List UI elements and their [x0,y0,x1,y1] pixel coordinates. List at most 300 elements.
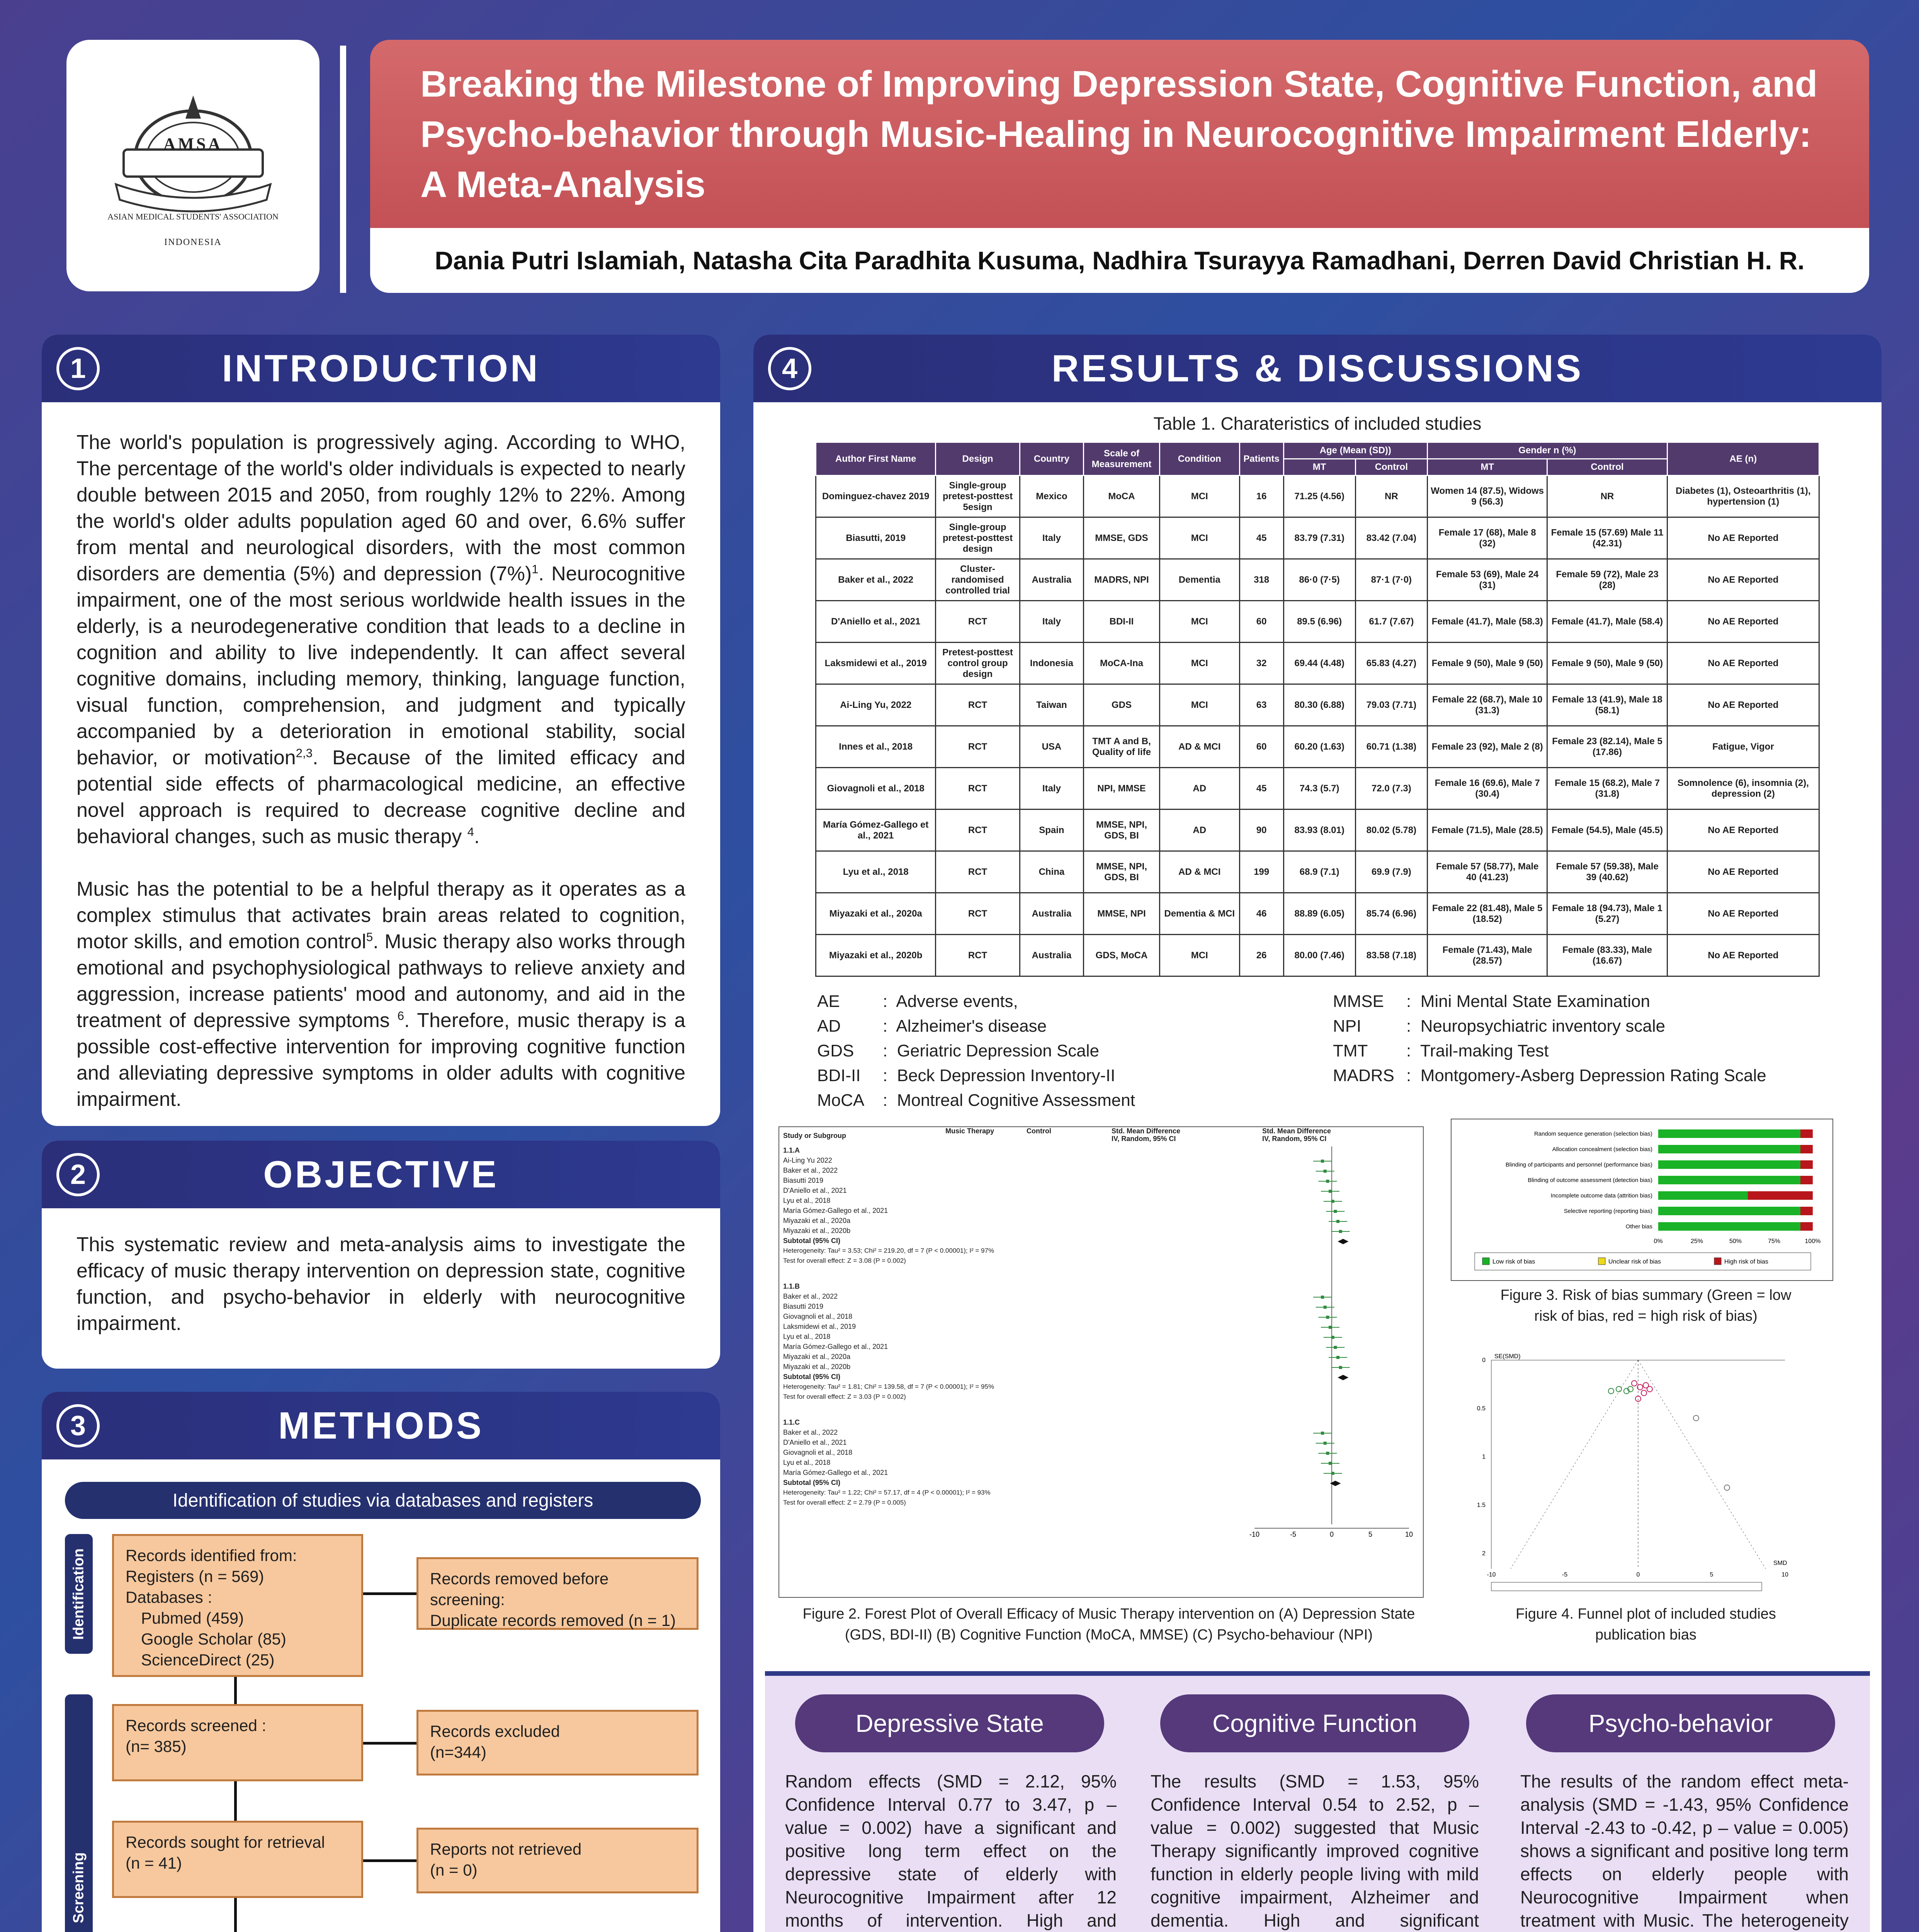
funnel-x-tick: 5 [1710,1571,1713,1578]
table-cell: Ai-Ling Yu, 2022 [816,684,936,726]
box-line: ScienceDirect (25) [141,1651,275,1669]
forest-heterogeneity: Heterogeneity: Tau² = 3.53; Chi² = 219.20, df = 7 (P < 0.00001); I² = 97% [783,1247,994,1254]
rob-high-bar [1800,1129,1813,1138]
table-cell: AD [1159,810,1239,851]
abbr-row: NPI : Neuropsychiatric inventory scale [1333,1014,1766,1039]
box-title: Records removed before screening: [430,1570,609,1609]
forest-tick-label: 5 [1368,1531,1373,1538]
rob-high-bar [1800,1222,1813,1231]
rob-low-bar [1658,1207,1800,1215]
table-cell: MMSE, NPI, GDS, BI [1084,810,1160,851]
abbr-row: GDS : Geriatric Depression Scale [817,1039,1135,1063]
forest-heterogeneity: Test for overall effect: Z = 2.79 (P = 0.005) [783,1499,906,1506]
col-age-mt: MT [1283,459,1355,476]
abbr-term: MMSE [1333,992,1384,1011]
abbr-term: BDI-II [817,1066,861,1085]
forest-col-mt: Music Therapy [945,1127,994,1135]
table-cell: Indonesia [1020,643,1084,684]
table-cell: 80.30 (6.88) [1283,684,1355,726]
table-cell: Female 22 (81.48), Male 5 (18.52) [1427,893,1547,935]
rob-item-label: Other bias [1625,1223,1652,1230]
table-cell: 88.89 (6.05) [1283,893,1355,935]
figure-3-caption: Figure 3. Risk of bias summary (Green = low risk of bias, red = high risk of bias) [1500,1287,1792,1324]
table-cell: 45 [1239,768,1283,810]
abbr-def: Mini Mental State Examination [1420,992,1650,1011]
abbr-def: Adverse events, [896,992,1018,1011]
forest-tick-label: -5 [1290,1531,1297,1538]
table-cell: RCT [936,601,1020,643]
forest-point [1321,1432,1324,1435]
table-cell: Taiwan [1020,684,1084,726]
table-cell: 26 [1239,935,1283,976]
table-cell: BDI-II [1084,601,1160,643]
table-cell: Miyazaki et al., 2020a [816,893,936,935]
table-cell: No AE Reported [1667,684,1819,726]
flow-arrow [363,1742,416,1745]
col-patients: Patients [1239,442,1283,476]
col-ae: AE (n) [1667,442,1819,476]
figure-2-caption: Figure 2. Forest Plot of Overall Efficacy of Music Therapy intervention on (A) Depression State (GDS, BDI-II) (B) Cognitive Function (MoCA, MMSE) (C) Psycho-behaviour (NPI) [802,1606,1415,1643]
abbr-term: GDS [817,1041,854,1060]
table-1-caption: Table 1. Charateristics of included studies [1153,413,1482,434]
forest-study-row: Miyazaki et al., 2020b [783,1363,851,1371]
section-number: 1 [56,347,100,390]
table-cell: MCI [1159,601,1239,643]
box-line: (n= 385) [126,1737,187,1755]
table-cell: Female 13 (41.9), Male 18 (58.1) [1547,684,1667,726]
forest-point [1321,1296,1324,1299]
table-cell: RCT [936,810,1020,851]
table-cell: MMSE, NPI, GDS, BI [1084,851,1160,893]
forest-study-row: Giovagnoli et al., 2018 [783,1313,853,1320]
rob-high-bar [1748,1191,1813,1200]
table-cell: Australia [1020,893,1084,935]
forest-col-smd: Std. Mean Difference [1112,1127,1181,1135]
table-cell: Spain [1020,810,1084,851]
table-cell: MCI [1159,643,1239,684]
rob-legend-label: Unclear risk of bias [1608,1259,1661,1265]
table-cell: No AE Reported [1667,601,1819,643]
table-cell: Female 23 (82.14), Male 5 (17.86) [1547,726,1667,768]
table-cell: 68.9 (7.1) [1283,851,1355,893]
table-cell: 199 [1239,851,1283,893]
table-cell: 16 [1239,476,1283,517]
intro-text: . Because of the limited efficacy and potential side effects of pharmacological medicine, an effective novel approach is required to decrease cognitive decline and behavioral changes, such as music therapy [76,747,685,848]
funnel-point [1641,1390,1647,1396]
table-cell: Dominguez-chavez 2019 [816,476,936,517]
table-row [816,601,1819,643]
forest-point [1324,1170,1327,1173]
rob-tick: 0% [1654,1238,1663,1245]
forest-study-row: Subtotal (95% CI) [783,1237,841,1245]
forest-graph [1243,1146,1421,1598]
table-cell: Somnolence (6), insomnia (2), depression (2) [1667,768,1819,810]
col-author: Author First Name [816,442,936,476]
table-row [816,559,1819,601]
depressive-state-pill: Depressive State [795,1694,1104,1752]
table-cell: 80.02 (5.78) [1355,810,1427,851]
table-cell: Mexico [1020,476,1084,517]
rob-item-label: Allocation concealment (selection bias) [1552,1146,1652,1153]
table-cell: Female 16 (69.6), Male 7 (30.4) [1427,768,1547,810]
abbr-term: MoCA [817,1091,865,1110]
table-cell: Pretest-posttest control group design [936,643,1020,684]
forest-study-row: Miyazaki et al., 2020b [783,1227,851,1235]
col-gender-mt: MT [1427,459,1547,476]
col-scale: Scale of Measurement [1084,442,1160,476]
table-cell: RCT [936,684,1020,726]
col-country: Country [1020,442,1084,476]
table-cell: GDS, MoCA [1084,935,1160,976]
stage-screening [65,1694,93,1932]
table-row [816,684,1819,726]
intro-text: . Therefore, music therapy is a possible cost-effective intervention for improving cognitive function and alleviating depressive symptoms in older adults with cognitive impairment. [76,1009,685,1111]
funnel-point [1647,1386,1652,1392]
poster-title: Breaking the Milestone of Improving Depression State, Cognitive Function, and Psycho-behavior through Music-Healing in Neurocognitive Impairment Elderly: A Meta-Analysis [420,63,1818,205]
funnel-x-tick: 0 [1636,1571,1640,1578]
table-cell: Australia [1020,559,1084,601]
funnel-y-tick: 1 [1482,1454,1486,1460]
col-gender: Gender n (%) [1427,442,1667,459]
forest-point [1321,1160,1324,1163]
rob-legend-swatch [1482,1258,1489,1265]
logo-acronym: AMSA [163,134,223,153]
table-cell: Italy [1020,517,1084,559]
intro-text: . [474,825,480,848]
table-cell: No AE Reported [1667,810,1819,851]
forest-point [1339,1230,1342,1233]
table-cell: Female (41.7), Male (58.3) [1427,601,1547,643]
forest-study-row: María Gómez-Gallego et al., 2021 [783,1207,888,1214]
intro-text: . Music therapy also works through emotional and psychophysiological pathways to relieve anxiety and aggression, increase patients' mood and autonomy, and aid in the treatment of depressive symptoms [76,930,685,1032]
flow-arrow [363,1859,416,1862]
table-cell: MMSE, NPI [1084,893,1160,935]
table-cell: D'Aniello et al., 2021 [816,601,936,643]
rob-item-label: Blinding of outcome assessment (detection bias) [1528,1177,1652,1184]
forest-tick-label: 10 [1405,1531,1413,1538]
forest-point [1331,1200,1334,1203]
rob-tick: 75% [1768,1238,1781,1245]
table-cell: MCI [1159,684,1239,726]
table-cell: USA [1020,726,1084,768]
header-divider [340,46,346,293]
col-age-control: Control [1355,459,1427,476]
results-divider [765,1671,1870,1676]
table-cell: Single-group pretest-posttest design [936,517,1020,559]
table-cell: MCI [1159,476,1239,517]
forest-point [1324,1306,1327,1309]
funnel-x-tick: -5 [1562,1571,1568,1578]
table-cell: 83.42 (7.04) [1355,517,1427,559]
rob-low-bar [1658,1160,1800,1169]
forest-tick-label: 0 [1329,1531,1334,1538]
box-line: (n = 0) [430,1861,478,1879]
rob-legend-swatch [1598,1258,1605,1265]
intro-text: Music has the potential to be a helpful therapy as it operates as a complex stimulus that activates brain areas related to cognition, motor skills, and emotion control [76,878,685,953]
forest-study-row: D'Aniello et al., 2021 [783,1187,847,1194]
abbreviations-right [1333,989,1766,1088]
funnel-x-tick: 10 [1781,1571,1788,1578]
forest-study-row: Miyazaki et al., 2020a [783,1217,851,1225]
psycho-behavior-pill: Psycho-behavior [1526,1694,1835,1752]
abbr-def: Montreal Cognitive Assessment [897,1091,1135,1110]
introduction-heading: INTRODUCTION [222,347,540,389]
abbr-row: MMSE : Mini Mental State Examination [1333,989,1766,1014]
table-cell: MCI [1159,935,1239,976]
section-number: 3 [56,1404,100,1447]
table-row [816,893,1819,935]
rob-tick: 25% [1690,1238,1703,1245]
table-cell: MCI [1159,517,1239,559]
table-cell: China [1020,851,1084,893]
forest-study-row: Baker et al., 2022 [783,1429,838,1436]
records-sought-box [112,1821,363,1898]
table-cell: Female (71.43), Male (28.57) [1427,935,1547,976]
authors: Dania Putri Islamiah, Natasha Cita Paradhita Kusuma, Nadhira Tsurayya Ramadhani, Derren David Christian H. R. [370,228,1869,293]
results-header [753,335,1882,402]
table-row [816,810,1819,851]
box-line: Google Scholar (85) [141,1630,286,1648]
table-cell: Diabetes (1), Osteoarthritis (1), hypertension (1) [1667,476,1819,517]
table-cell: 63 [1239,684,1283,726]
table-cell: 60.71 (1.38) [1355,726,1427,768]
table-cell: AD [1159,768,1239,810]
forest-point [1329,1462,1332,1465]
col-condition: Condition [1159,442,1239,476]
abbr-term: AE [817,992,840,1011]
table-cell: 72.0 (7.3) [1355,768,1427,810]
forest-subgroup-label: 1.1.C [783,1418,800,1426]
forest-plot [778,1126,1424,1598]
citation: 4 [467,825,474,839]
funnel-y-tick: 0.5 [1477,1405,1486,1412]
funnel-point [1632,1381,1637,1386]
table-cell: GDS [1084,684,1160,726]
table-cell: 69.44 (4.48) [1283,643,1355,684]
table-cell: 83.79 (7.31) [1283,517,1355,559]
forest-study-row: Biasutti 2019 [783,1177,824,1184]
table-cell: Cluster-randomised controlled trial [936,559,1020,601]
rob-item-label: Selective reporting (reporting bias) [1564,1208,1652,1214]
table-cell: RCT [936,768,1020,810]
table-cell: 74.3 (5.7) [1283,768,1355,810]
introduction-panel [42,335,720,1126]
forest-point [1326,1316,1329,1319]
table-cell: 318 [1239,559,1283,601]
funnel-boundary [1638,1360,1766,1569]
forest-study-row: María Gómez-Gallego et al., 2021 [783,1469,888,1476]
forest-study-row: Lyu et al., 2018 [783,1459,831,1466]
table-cell: RCT [936,851,1020,893]
forest-col-study: Study or Subgroup [783,1132,846,1139]
table-cell: Female 22 (68.7), Male 10 (31.3) [1427,684,1547,726]
rob-legend-label: High risk of bias [1724,1259,1768,1265]
table-cell: Giovagnoli et al., 2018 [816,768,936,810]
table-cell: Dementia & MCI [1159,893,1239,935]
funnel-y-label: SE(SMD) [1494,1353,1521,1360]
table-cell: 69.9 (7.9) [1355,851,1427,893]
rob-tick: 50% [1729,1238,1742,1245]
cognitive-function-text: The results (SMD = 1.53, 95% Confidence Interval 0.54 to 2.52, p – value = 0.002) suggested that Music Therapy significantly improved cognitive function in elderly people living with mild cognitive impairment, Alzheimer and dementia. High and significant [1151,1771,1479,1930]
forest-point [1329,1326,1332,1329]
figure-4-caption: Figure 4. Funnel plot of included studies publication bias [1516,1606,1776,1643]
table-row [816,476,1819,517]
records-screened-box [112,1704,363,1781]
forest-point [1326,1452,1329,1455]
table-cell: 83.93 (8.01) [1283,810,1355,851]
rob-high-bar [1800,1145,1813,1153]
table-cell: RCT [936,893,1020,935]
flow-arrow [234,1781,237,1821]
stage-label: Identification [70,1548,87,1640]
abbr-row: MoCA : Montreal Cognitive Assessment [817,1088,1135,1113]
abbr-row: TMT : Trail-making Test [1333,1039,1766,1063]
table-cell: Female (71.5), Male (28.5) [1427,810,1547,851]
rob-tick: 100% [1805,1238,1821,1245]
forest-study-row: Biasutti 2019 [783,1303,824,1310]
table-cell: MoCA-Ina [1084,643,1160,684]
forest-study-row: Laksmidewi et al., 2019 [783,1323,856,1330]
table-cell: 65.83 (4.27) [1355,643,1427,684]
table-cell: Italy [1020,601,1084,643]
table-cell: Female 9 (50), Male 9 (50) [1547,643,1667,684]
table-cell: 85.74 (6.96) [1355,893,1427,935]
reports-not-retrieved-box [416,1828,699,1893]
risk-of-bias-chart [1451,1119,1833,1281]
records-excluded-box [416,1710,699,1776]
table-cell: AD & MCI [1159,726,1239,768]
flow-arrow [234,1677,237,1704]
table-cell: Female (41.7), Male (58.4) [1547,601,1667,643]
table-cell: RCT [936,726,1020,768]
rob-high-bar [1800,1207,1813,1215]
table-row [816,643,1819,684]
table-cell: RCT [936,935,1020,976]
box-line: Registers (n = 569) [126,1567,264,1585]
table-cell: MMSE, GDS [1084,517,1160,559]
prisma-flow-title: Identification of studies via databases and registers [65,1482,701,1519]
forest-col-ci-graph: IV, Random, 95% CI [1262,1135,1327,1143]
flow-arrow [234,1898,237,1932]
funnel-y-tick: 1.5 [1477,1502,1486,1509]
rob-low-bar [1658,1145,1800,1153]
box-line: Records screened : [126,1716,267,1735]
forest-point [1339,1366,1342,1369]
table-cell: 89.5 (6.96) [1283,601,1355,643]
forest-subgroup-label: 1.1.A [783,1146,800,1154]
table-cell: No AE Reported [1667,643,1819,684]
table-cell: 60 [1239,601,1283,643]
funnel-point [1724,1485,1730,1490]
forest-heterogeneity: Heterogeneity: Tau² = 1.22; Chi² = 57.17, df = 4 (P < 0.00001); I² = 93% [783,1489,991,1496]
table-cell: No AE Reported [1667,851,1819,893]
depressive-state-text: Random effects (SMD = 2.12, 95% Confidence Interval 0.77 to 3.47, p – value = 0.002) have a significant and positive long term effect on the depressive state of elderly with Neurocognitive Impairment after 12 months of intervention. High and [785,1771,1117,1930]
table-cell: Female 23 (92), Male 2 (8) [1427,726,1547,768]
table-body [816,476,1819,976]
table-row [816,768,1819,810]
stage-identification [65,1534,93,1654]
table-cell: Biasutti, 2019 [816,517,936,559]
table-cell: Female 57 (59.38), Male 39 (40.62) [1547,851,1667,893]
table-cell: Women 14 (87.5), Widows 9 (56.3) [1427,476,1547,517]
table-cell: NPI, MMSE [1084,768,1160,810]
table-cell: Lyu et al., 2018 [816,851,936,893]
title-banner [370,40,1869,228]
col-age: Age (Mean (SD)) [1283,442,1427,459]
table-row [816,935,1819,976]
rob-high-bar [1800,1160,1813,1169]
forest-tick-label: -10 [1249,1531,1260,1538]
table-cell: Female 15 (57.69) Male 11 (42.31) [1547,517,1667,559]
table-cell: Dementia [1159,559,1239,601]
table-cell: Laksmidewi et al., 2019 [816,643,936,684]
forest-study-row: Subtotal (95% CI) [783,1479,841,1486]
funnel-x-label: SMD [1773,1560,1787,1566]
table-row [816,726,1819,768]
forest-study-row: Giovagnoli et al., 2018 [783,1449,853,1456]
rob-legend-label: Low risk of bias [1492,1259,1535,1265]
funnel-y-tick: 2 [1482,1550,1486,1557]
table-cell: 80.00 (7.46) [1283,935,1355,976]
abbr-def: Montgomery-Asberg Depression Rating Scale [1420,1066,1766,1085]
table-cell: 46 [1239,893,1283,935]
table-cell: 61.7 (7.67) [1355,601,1427,643]
abbr-def: Beck Depression Inventory-II [897,1066,1115,1085]
results-heading: RESULTS & DISCUSSIONS [1051,347,1584,389]
rob-low-bar [1658,1191,1748,1200]
table-cell: 83.58 (7.18) [1355,935,1427,976]
rob-item-label: Blinding of participants and personnel (performance bias) [1505,1162,1652,1168]
table-cell: Baker et al., 2022 [816,559,936,601]
rob-legend-swatch [1714,1258,1721,1265]
citation: 5 [366,930,373,944]
forest-subgroup-label: 1.1.B [783,1282,800,1290]
intro-paragraph-1 [76,429,685,850]
table-cell: Female 59 (72), Male 23 (28) [1547,559,1667,601]
objective-heading: OBJECTIVE [263,1153,499,1196]
table-cell: 86·0 (7·5) [1283,559,1355,601]
rob-low-bar [1658,1129,1800,1138]
abbr-term: MADRS [1333,1066,1394,1085]
logo-country: INDONESIA [164,237,222,247]
forest-study-row: Ai-Ling Yu 2022 [783,1156,832,1164]
intro-text: . Neurocognitive impairment, one of the most serious worldwide health issues in the elderly, is a neurodegenerative condition that leads to a decline in cognition and ability to live independently. It can affect several cognitive domains, including memory, thinking, language function, visual function, comprehension, and judgment and typically accompanied by a deterioration in emotional stability, social behavior, or motivation [76,563,685,769]
funnel-plot [1464,1352,1793,1592]
risk-of-bias-graph [1452,1119,1833,1281]
forest-point [1336,1356,1339,1359]
table-cell: Female 18 (94.73), Male 1 (5.27) [1547,893,1667,935]
table-row [816,851,1819,893]
abbr-term: NPI [1333,1017,1361,1036]
rob-low-bar [1658,1222,1800,1231]
forest-col-smd-graph: Std. Mean Difference [1262,1127,1331,1135]
table-cell: MADRS, NPI [1084,559,1160,601]
objective-panel [42,1141,720,1369]
table-cell: No AE Reported [1667,893,1819,935]
stage-label: Screening [70,1852,87,1923]
psycho-behavior-text: The results of the random effect meta-analysis (SMD = -1.43, 95% Confidence Interval -2.43 to -0.42, p – value = 0.005) shows a significant and positive long term effects on elderly people with Neurocognitive Impairment when treatment with Music. The heterogeneity [1520,1771,1849,1930]
abbr-row: BDI-II : Beck Depression Inventory-II [817,1063,1135,1088]
forest-diamond [1338,1375,1348,1380]
funnel-graph [1464,1352,1793,1592]
citation: 6 [397,1009,404,1023]
amsa-logo [66,40,320,291]
section-number: 2 [56,1153,100,1196]
methods-header [42,1392,720,1459]
forest-study-row: D'Aniello et al., 2021 [783,1439,847,1446]
forest-point [1331,1472,1334,1475]
table-cell: No AE Reported [1667,935,1819,976]
